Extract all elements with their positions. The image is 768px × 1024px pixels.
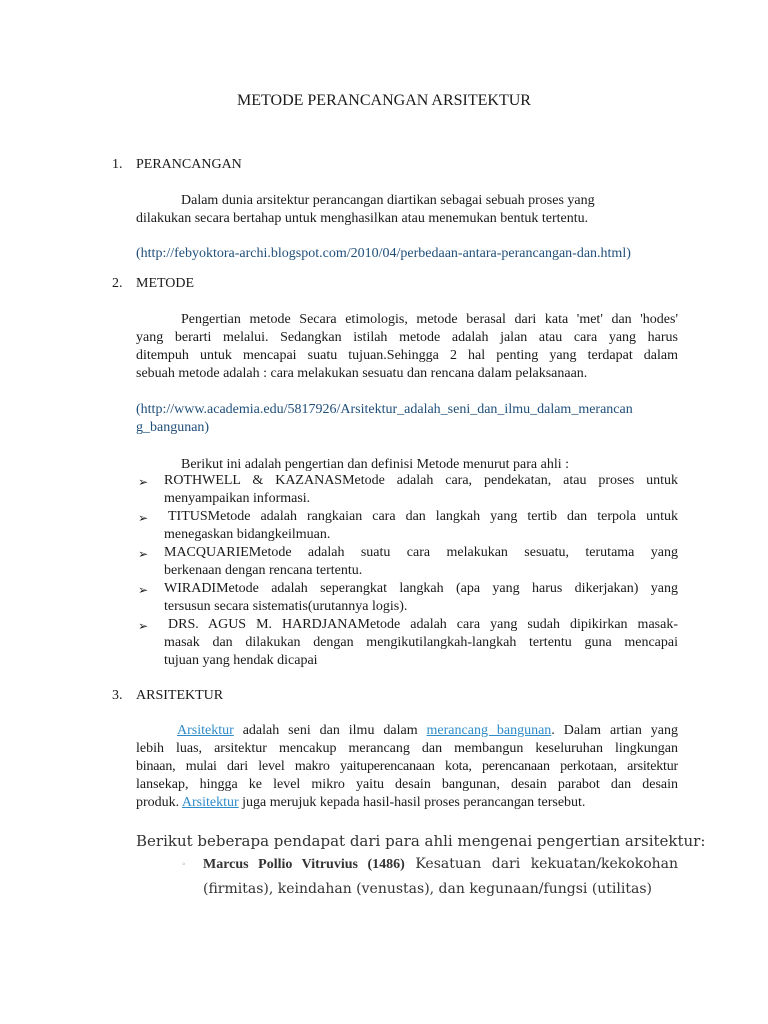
section-2-para-line-3: ditempuh untuk mencapai suatu tujuan.Sehingga 2 hal penting yang terdapat dalam [136, 348, 678, 363]
section-3-para-line-1 [177, 722, 678, 740]
experts-intro: Berikut beberapa pendapat dari para ahli mengenai pengertian arsitektur: [136, 832, 706, 850]
arsitektur-link[interactable]: Arsitektur [177, 723, 234, 738]
section-2-para-line-2: yang berarti melalui. Sedangkan istilah metode adalah jalan atau cara yang harus [136, 330, 678, 345]
expert-1-text: Kesatuan dari kekuatan/kekokohan [404, 856, 678, 872]
bullet-5-line-2: masak dan dilakukan dengan mengikutilangkah-langkah tertentu guna mencapai [164, 635, 678, 650]
expert-1-line-1 [203, 852, 678, 877]
section-3-heading: ARSITEKTUR [136, 688, 224, 703]
bullet-4-line-2: tersusun secara sistematis(urutannya logis). [164, 599, 408, 614]
section-1-source-link[interactable]: (http://febyoktora-archi.blogspot.com/2010/04/perbedaan-antara-perancangan-dan.html) [136, 246, 631, 261]
section-3-para-line-2: lebih luas, arsitektur mencakup merancang dan membangun keseluruhan lingkungan [136, 741, 678, 756]
metode-intro: Berikut ini adalah pengertian dan definisi Metode menurut para ahli : [181, 457, 569, 472]
bullet-3-line-2: berkenaan dengan rencana tertentu. [164, 563, 363, 578]
section-1-number: 1. [112, 157, 123, 172]
circle-bullet-icon: ◦ [182, 859, 186, 870]
arsitektur-link[interactable]: Arsitektur [181, 795, 239, 810]
section-2-heading: METODE [136, 276, 195, 291]
section-2-para-line-1: Pengertian metode Secara etimologis, metode berasal dari kata 'met' dan 'hodes' [181, 312, 678, 327]
arrow-bullet-icon: ➢ [138, 475, 149, 489]
bullet-2-line-1: TITUSMetode adalah rangkaian cara dan langkah yang tertib dan terpola untuk [168, 509, 678, 524]
section-3-para-line-4: lansekap, hingga ke level mikro yaitu desain bangunan, desain parabot dan desain [136, 777, 678, 792]
section-3-text: produk. [136, 795, 182, 810]
bullet-5-line-3: tujuan yang hendak dicapai [164, 653, 318, 668]
section-2-number: 2. [112, 276, 123, 291]
section-3-para-line-5 [136, 794, 585, 812]
section-1-para-line-1: Dalam dunia arsitektur perancangan diartikan sebagai sebuah proses yang [181, 193, 595, 208]
arrow-bullet-icon: ➢ [138, 583, 149, 597]
arrow-bullet-icon: ➢ [138, 511, 149, 525]
bullet-4-line-1: WIRADIMetode adalah seperangkat langkah (apa yang harus dikerjakan) yang [164, 581, 678, 596]
section-3-text: juga merujuk kepada hasil-hasil proses perancangan tersebut. [238, 795, 586, 810]
section-2-para-line-4: sebuah metode adalah : cara melakukan sesuatu dan rencana dalam pelaksanaan. [136, 366, 588, 381]
arrow-bullet-icon: ➢ [138, 619, 149, 633]
arrow-bullet-icon: ➢ [138, 547, 149, 561]
section-1-heading: PERANCANGAN [136, 157, 242, 172]
section-3-text: . Dalam artian yang [551, 723, 678, 738]
section-1-para-line-2: dilakukan secara bertahap untuk menghasilkan atau menemukan bentuk tertentu. [136, 211, 589, 226]
document-title: METODE PERANCANGAN ARSITEKTUR [237, 92, 531, 109]
expert-1-name: Marcus Pollio Vitruvius (1486) [203, 857, 405, 872]
section-2-source-line-1[interactable]: (http://www.academia.edu/5817926/Arsitektur_adalah_seni_dan_ilmu_dalam_merancan [136, 402, 633, 417]
section-3-text: adalah seni dan ilmu dalam [233, 723, 427, 738]
bullet-1-line-1: ROTHWELL & KAZANASMetode adalah cara, pendekatan, atau proses untuk [164, 473, 678, 488]
bullet-3-line-1: MACQUARIEMetode adalah suatu cara melakukan sesuatu, terutama yang [164, 545, 678, 560]
section-3-para-line-3: binaan, mulai dari level makro yaituperencanaan kota, perencanaan perkotaan, arsitektur [136, 759, 678, 774]
bullet-1-line-2: menyampaikan informasi. [164, 491, 311, 506]
expert-1-line-2: (firmitas), keindahan (venustas), dan kegunaan/fungsi (utilitas) [203, 881, 652, 897]
section-2-source-line-2[interactable]: g_bangunan) [136, 420, 210, 435]
bullet-5-line-1: DRS. AGUS M. HARDJANAMetode adalah cara yang sudah dipikirkan masak- [168, 617, 678, 632]
section-3-number: 3. [112, 688, 123, 703]
bullet-2-line-2: menegaskan bidangkeilmuan. [164, 527, 331, 542]
merancang-bangunan-link[interactable]: merancang bangunan [426, 723, 552, 738]
